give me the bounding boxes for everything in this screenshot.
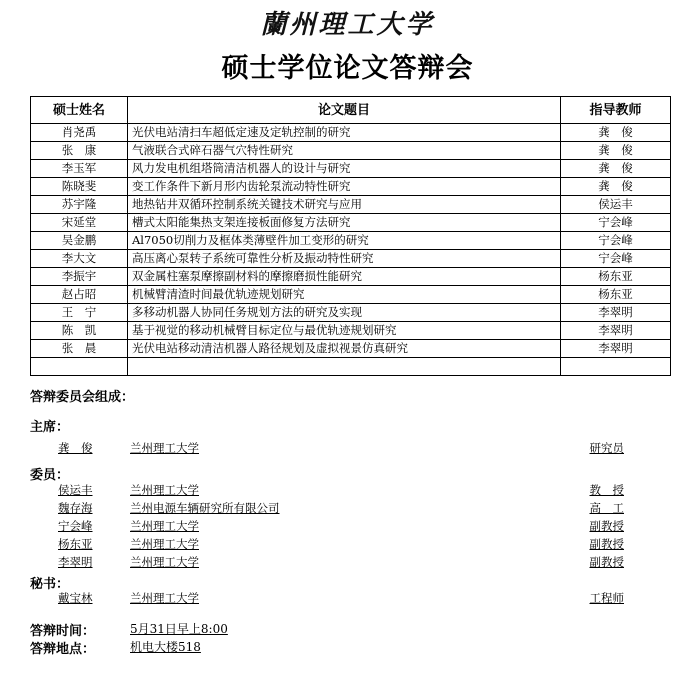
member-name: 宁会峰 <box>58 519 93 533</box>
secretary-name: 戴宝林 <box>58 591 93 605</box>
student-name: 陈 凯 <box>31 322 128 340</box>
advisor-name: 李翠明 <box>561 322 671 340</box>
advisor-name: 侯运丰 <box>561 196 671 214</box>
student-name: 肖尧禹 <box>31 124 128 142</box>
advisor-name: 杨东亚 <box>561 286 671 304</box>
thesis-topic: 高压离心泵转子系统可靠性分析及振动特性研究 <box>128 250 561 268</box>
table-row <box>31 250 671 268</box>
member-name: 杨东亚 <box>58 537 93 551</box>
member-name: 李翠明 <box>58 555 93 569</box>
member-row <box>58 554 638 571</box>
student-name: 苏宇隆 <box>31 196 128 214</box>
student-name: 吴金鹏 <box>31 232 128 250</box>
table-row <box>31 322 671 340</box>
defense-place-label: 答辩地点： <box>30 642 96 657</box>
chair-org: 兰州理工大学 <box>130 441 199 455</box>
thesis-table <box>30 96 671 376</box>
table-row <box>31 178 671 196</box>
member-name: 侯运丰 <box>58 483 93 497</box>
secretary-label: 秘书： <box>30 577 70 592</box>
table-row <box>31 268 671 286</box>
thesis-topic: 气液联合式碎石器气穴特性研究 <box>128 142 561 160</box>
thesis-topic: 基于视觉的移动机械臂目标定位与最优轨迹规划研究 <box>128 322 561 340</box>
advisor-name: 李翠明 <box>561 304 671 322</box>
member-row <box>58 536 638 553</box>
advisor-name: 宁会峰 <box>561 250 671 268</box>
member-title: 教 授 <box>589 483 624 497</box>
member-org: 兰州理工大学 <box>130 483 199 497</box>
table-row <box>31 340 671 358</box>
thesis-topic: 机械臂清渣时间最优轨迹规划研究 <box>128 286 561 304</box>
thesis-topic: 光伏电站清扫车超低定速及定轨控制的研究 <box>128 124 561 142</box>
member-title: 副教授 <box>589 519 624 533</box>
student-name: 赵占昭 <box>31 286 128 304</box>
chair-name: 龚 俊 <box>58 441 93 455</box>
chair-title: 研究员 <box>589 441 624 455</box>
thesis-topic <box>128 358 561 376</box>
member-org: 兰州理工大学 <box>130 519 199 533</box>
advisor-name <box>561 358 671 376</box>
page-title: 硕士学位论文答辩会 <box>221 53 474 84</box>
thesis-topic: 双金属柱塞泵摩擦副材料的摩擦磨损性能研究 <box>128 268 561 286</box>
student-name: 陈晓斐 <box>31 178 128 196</box>
student-name: 李振宇 <box>31 268 128 286</box>
advisor-name: 龚 俊 <box>561 142 671 160</box>
table-row <box>31 232 671 250</box>
thesis-topic: 槽式太阳能集热支架连接板面修复方法研究 <box>128 214 561 232</box>
members-label: 委员： <box>30 468 70 483</box>
student-name: 王 宁 <box>31 304 128 322</box>
member-row <box>58 518 638 535</box>
table-row-empty <box>31 358 671 376</box>
member-org: 兰州理工大学 <box>130 555 199 569</box>
secretary-row <box>58 590 638 607</box>
table-row <box>31 214 671 232</box>
secretary-org: 兰州理工大学 <box>130 591 199 605</box>
thesis-topic: 风力发电机组塔筒清洁机器人的设计与研究 <box>128 160 561 178</box>
member-row <box>58 500 638 517</box>
table-row <box>31 142 671 160</box>
student-name <box>31 358 128 376</box>
chair-row <box>58 440 638 457</box>
student-name: 李玉军 <box>31 160 128 178</box>
thesis-topic: 地热钻井双循环控制系统关键技术研究与应用 <box>128 196 561 214</box>
advisor-name: 杨东亚 <box>561 268 671 286</box>
secretary-title: 工程师 <box>589 591 624 605</box>
university-logo: 蘭州理工大学 <box>260 10 435 40</box>
member-title: 副教授 <box>589 537 624 551</box>
defense-time-label: 答辩时间： <box>30 624 96 639</box>
header-thesis-topic: 论文题目 <box>128 97 561 124</box>
student-name: 李大文 <box>31 250 128 268</box>
member-org: 兰州电源车辆研究所有限公司 <box>130 501 280 515</box>
thesis-topic: 变工作条件下新月形内齿轮泵流动特性研究 <box>128 178 561 196</box>
advisor-name: 龚 俊 <box>561 178 671 196</box>
defense-time-value: 5月31日早上8:00 <box>130 622 228 636</box>
table-row <box>31 304 671 322</box>
table-row <box>31 160 671 178</box>
chair-label: 主席： <box>30 420 70 435</box>
thesis-topic: 光伏电站移动清洁机器人路径规划及虚拟视景仿真研究 <box>128 340 561 358</box>
advisor-name: 李翠明 <box>561 340 671 358</box>
advisor-name: 宁会峰 <box>561 232 671 250</box>
committee-heading: 答辩委员会组成： <box>30 390 135 405</box>
table-row <box>31 124 671 142</box>
member-name: 魏存海 <box>58 501 93 515</box>
thesis-topic: Al7050切削力及框体类薄壁件加工变形的研究 <box>128 232 561 250</box>
member-row <box>58 482 638 499</box>
student-name: 张 康 <box>31 142 128 160</box>
advisor-name: 宁会峰 <box>561 214 671 232</box>
advisor-name: 龚 俊 <box>561 160 671 178</box>
student-name: 张 晨 <box>31 340 128 358</box>
student-name: 宋延堂 <box>31 214 128 232</box>
header-advisor: 指导教师 <box>561 97 671 124</box>
table-row <box>31 286 671 304</box>
table-row <box>31 196 671 214</box>
member-org: 兰州理工大学 <box>130 537 199 551</box>
member-title: 副教授 <box>589 555 624 569</box>
advisor-name: 龚 俊 <box>561 124 671 142</box>
member-title: 高 工 <box>589 501 624 515</box>
defense-place-value: 机电大楼518 <box>130 640 201 654</box>
thesis-topic: 多移动机器人协同任务规划方法的研究及实现 <box>128 304 561 322</box>
table-header-row <box>31 97 671 124</box>
header-student-name: 硕士姓名 <box>31 97 128 124</box>
